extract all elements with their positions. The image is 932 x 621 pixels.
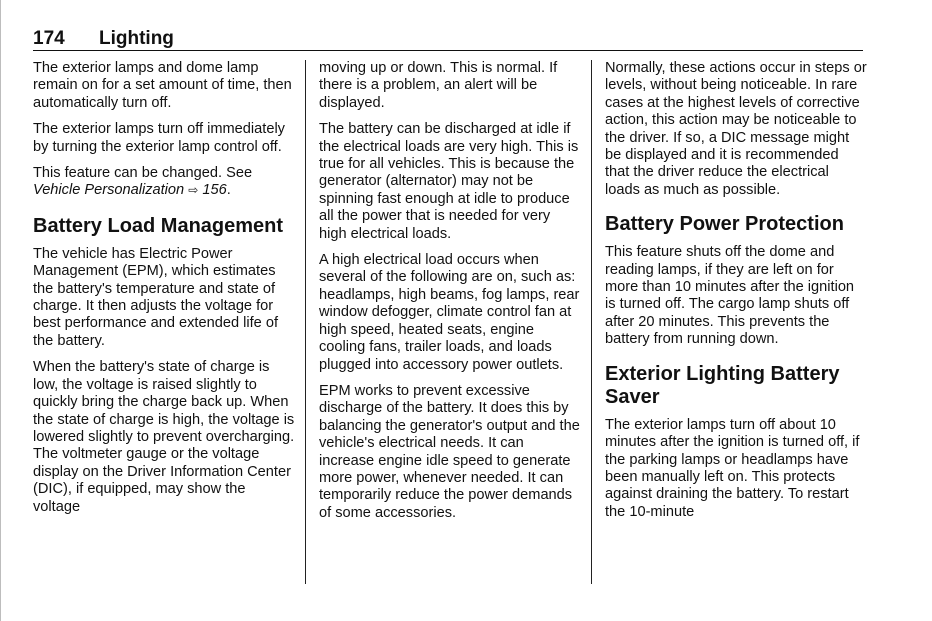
heading-battery-power-protection: Battery Power Protection — [605, 213, 844, 236]
page-edge — [0, 0, 1, 621]
paragraph: EPM works to prevent excessive discharge of the battery. It does this by balancing the generator's output and the vehicle's electrical needs. It can increase engine idle speed to generate more power, whenever needed. It can temporarily reduce the power demands of some accessories. — [319, 382, 580, 521]
paragraph-cross-reference — [33, 165, 295, 200]
paragraph-text: This feature can be changed. See — [33, 165, 253, 182]
paragraph: The vehicle has Electric Power Management (EPM), which estimates the battery's temperature and state of charge. It then adjusts the voltage for best performance and extended life of the battery. — [33, 245, 279, 349]
page-number: 174 — [33, 28, 65, 49]
column-divider — [591, 60, 592, 584]
section-title: Lighting — [99, 28, 174, 49]
paragraph: The exterior lamps turn off about 10 minutes after the ignition is turned off, if the parking lamps or headlamps have been manually left on. This protects against draining the battery. To restart the 10-minute — [605, 416, 860, 520]
heading-exterior-lighting-battery-saver: Exterior Lighting Battery Saver — [605, 362, 840, 408]
paragraph: Normally, these actions occur in steps or levels, without being noticeable. In rare cases at the highest levels of corrective action, this action may be noticeable to the driver. If so, a DIC message might be displayed and it is recommended that the driver reduce the electrical loads as much as possible. — [605, 60, 867, 198]
column-3 — [605, 60, 867, 530]
column-2 — [319, 60, 581, 531]
page-reference-arrow-icon: ⇨ — [188, 183, 199, 198]
paragraph: A high electrical load occurs when several of the following are on, such as: headlamps, high beams, fog lamps, rear window defogger, climate control fan at high speed, heated seats, engine cooling fans, trailer loads, and loads plugged into accessory power outlets. — [319, 252, 580, 373]
page-header — [33, 28, 863, 51]
paragraph-end: . — [226, 182, 231, 199]
column-divider — [305, 60, 306, 584]
paragraph: The battery can be discharged at idle if the electrical loads are very high. This is true for all vehicles. This is because the generator (alternator) may not be spinning fast enough at idle to produce all the power that is needed for very high electrical loads. — [319, 121, 579, 242]
paragraph: When the battery's state of charge is low, the voltage is raised slightly to quickly bring the charge back up. When the state of charge is high, the voltage is lowered slightly to prevent overcharging. The voltmeter gauge or the voltage display on the Driver Information Center (DIC), if equipped, may show the voltage — [33, 359, 295, 515]
heading-battery-load-management: Battery Load Management — [33, 214, 284, 237]
paragraph: The exterior lamps and dome lamp remain on for a set amount of time, then automatically turn off. — [33, 60, 292, 111]
paragraph: This feature shuts off the dome and reading lamps, if they are left on for more than 10 minutes after the ignition is turned off. The cargo lamp shuts off after 20 minutes. This prevents the battery from running down. — [605, 244, 855, 348]
cross-reference-link[interactable]: Vehicle Personalization — [33, 182, 185, 199]
column-1 — [33, 60, 295, 525]
paragraph: The exterior lamps turn off immediately by turning the exterior lamp control off. — [33, 121, 285, 155]
paragraph: moving up or down. This is normal. If there is a problem, an alert will be displayed. — [319, 60, 558, 111]
cross-reference-page[interactable]: 156 — [198, 182, 227, 199]
